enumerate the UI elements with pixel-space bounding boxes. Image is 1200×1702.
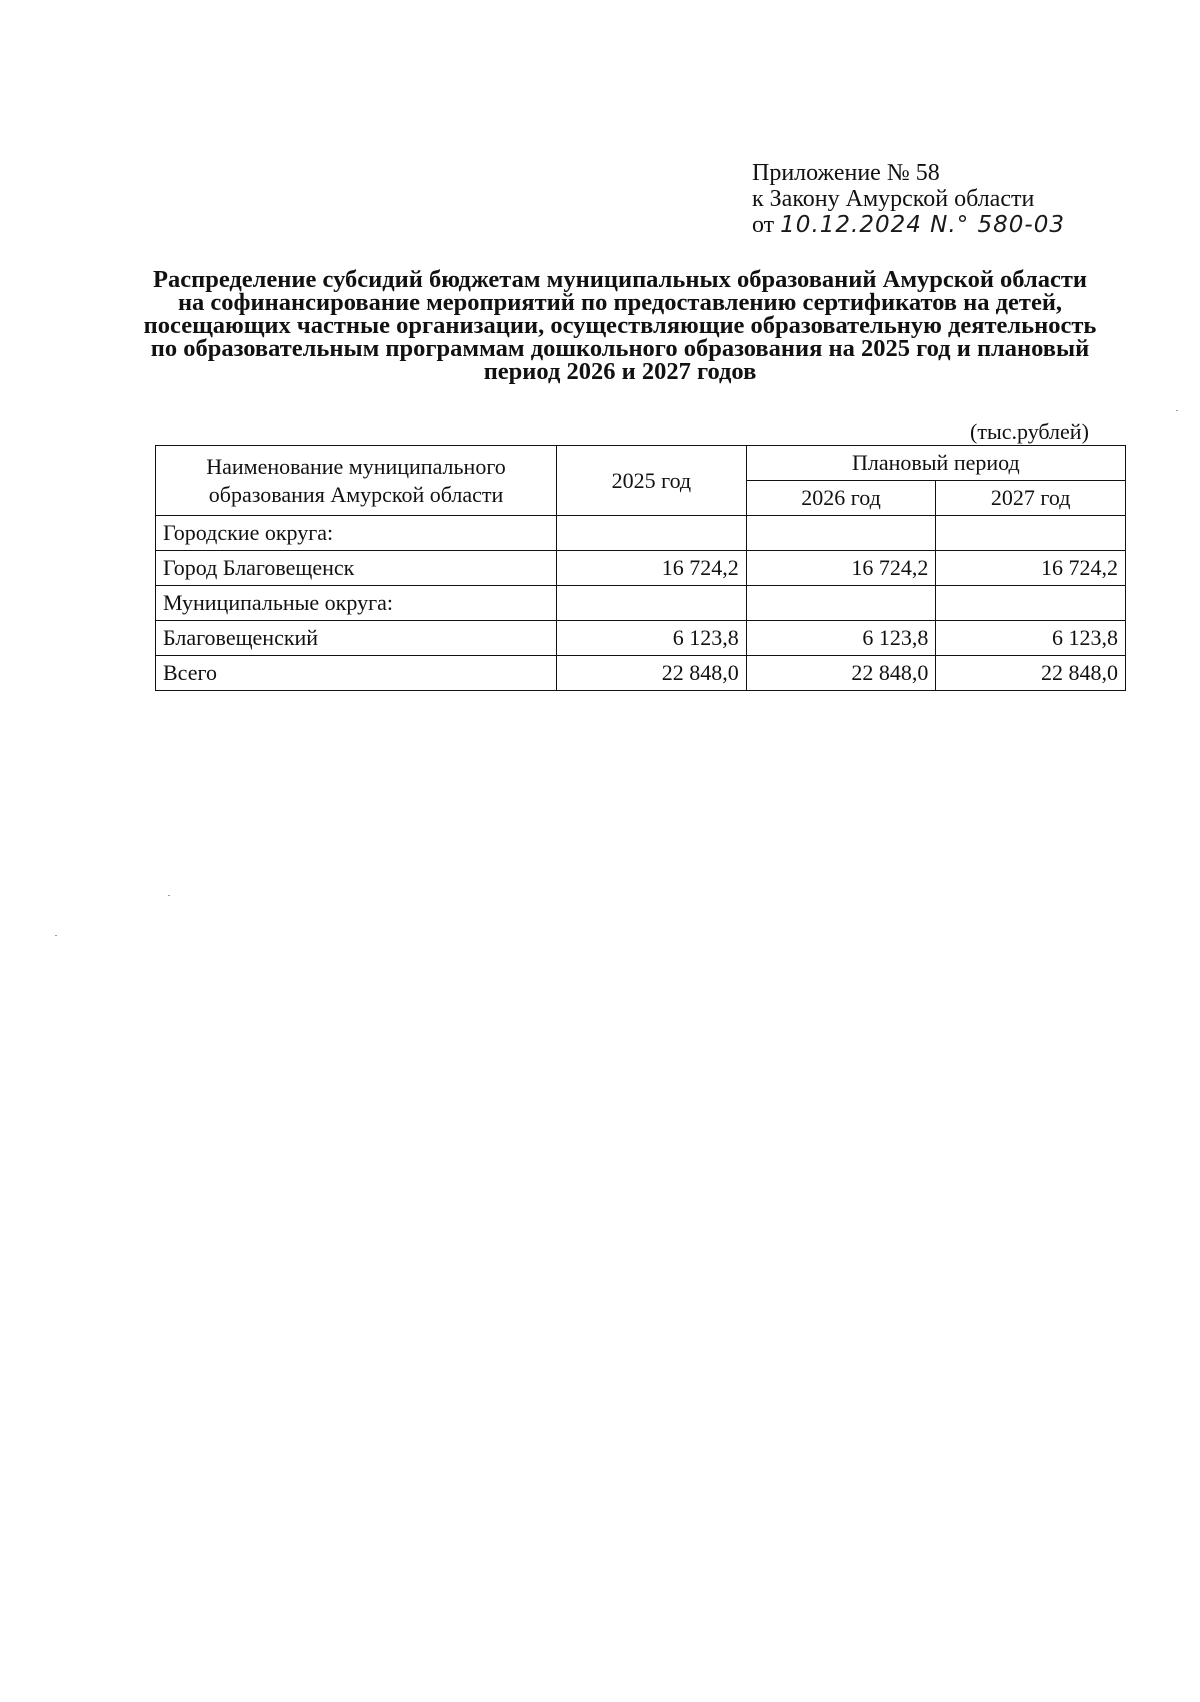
- cell-2027: 6 123,8: [936, 621, 1126, 656]
- row-name: Благовещенский: [156, 621, 557, 656]
- table-row: [156, 551, 1126, 586]
- cell-2025: [557, 516, 747, 551]
- cell-2025: 6 123,8: [557, 621, 747, 656]
- cell-2027: [936, 516, 1126, 551]
- handwritten-date-number: 10.12.2024 N.° 580-03: [780, 212, 1065, 238]
- cell-2027: [936, 586, 1126, 621]
- cell-2026: [746, 516, 936, 551]
- total-label: Всего: [156, 656, 557, 691]
- table-row: [156, 516, 1126, 551]
- cell-2025: [557, 586, 747, 621]
- header-2027: 2027 год: [936, 481, 1126, 516]
- appendix-header: [752, 160, 1065, 238]
- section-municipal-districts: Муниципальные округа:: [156, 586, 557, 621]
- total-2025: 22 848,0: [557, 656, 747, 691]
- section-urban-districts: Городские округа:: [156, 516, 557, 551]
- total-2026: 22 848,0: [746, 656, 936, 691]
- units-label: (тыс.рублей): [970, 419, 1089, 444]
- law-date-line: [752, 212, 1065, 238]
- scan-speck: [1176, 410, 1178, 411]
- document-title: Распределение субсидий бюджетам муниципальных образований Амурской области на софинансирование мероприятий по предоставлению сертификатов на детей, посещающих частные организации, осуществляющие образовательную деятельность по образовательным программам дошкольного образования на 2025 год и плановый период 2026 и 2027 годов: [143, 266, 1097, 385]
- scan-speck: [55, 935, 57, 936]
- table-total-row: [156, 656, 1126, 691]
- row-name: Город Благовещенск: [156, 551, 557, 586]
- header-2025: 2025 год: [557, 446, 747, 516]
- table-row: [156, 586, 1126, 621]
- header-planned-period: Плановый период: [746, 446, 1125, 481]
- date-prefix: от: [752, 212, 775, 238]
- header-municipality: Наименование муниципального образования Амурской области: [156, 446, 557, 516]
- cell-2025: 16 724,2: [557, 551, 747, 586]
- table-row: [156, 621, 1126, 656]
- cell-2026: [746, 586, 936, 621]
- cell-2027: 16 724,2: [936, 551, 1126, 586]
- header-2026: 2026 год: [746, 481, 936, 516]
- scan-speck: [168, 895, 170, 896]
- appendix-number: Приложение № 58: [752, 160, 940, 186]
- total-2027: 22 848,0: [936, 656, 1126, 691]
- subsidy-table: [155, 445, 1126, 691]
- law-reference: к Закону Амурской области: [752, 186, 1035, 212]
- cell-2026: 6 123,8: [746, 621, 936, 656]
- table-header-row: [156, 446, 1126, 481]
- cell-2026: 16 724,2: [746, 551, 936, 586]
